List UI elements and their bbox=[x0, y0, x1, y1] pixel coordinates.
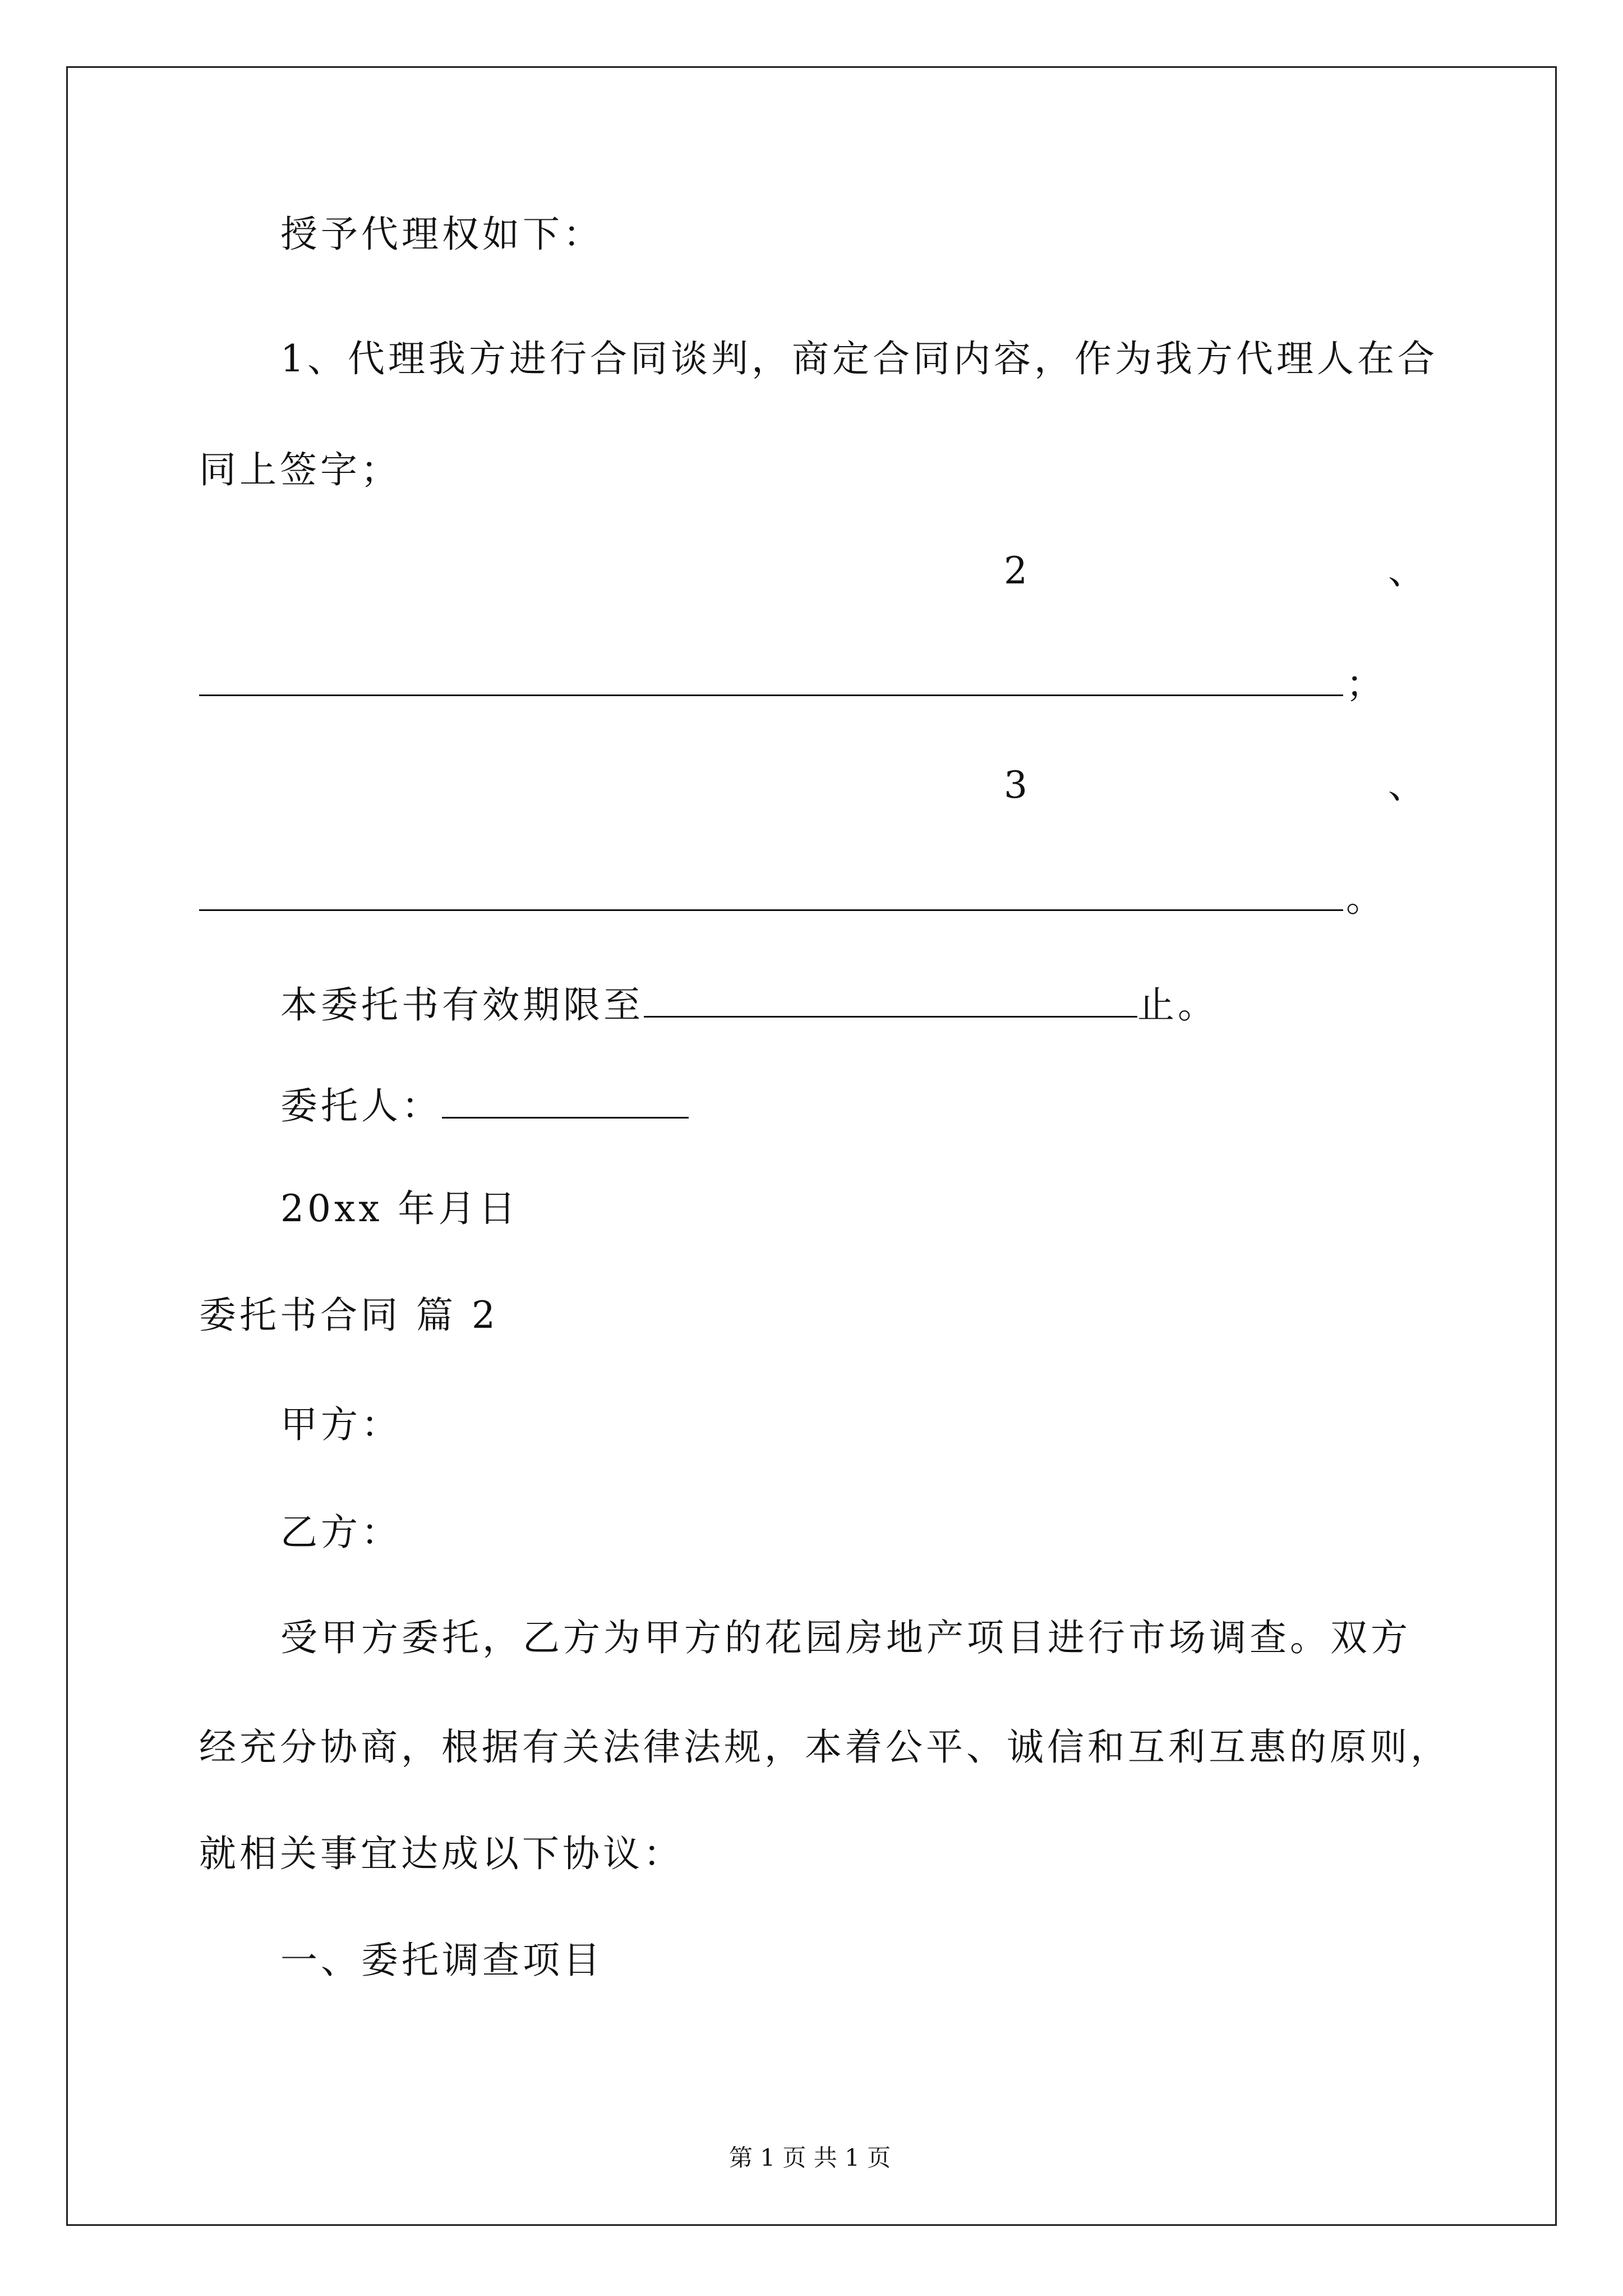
date-line: 20xx 年月日 bbox=[280, 1187, 519, 1230]
item3-end-punct: 。 bbox=[1346, 877, 1386, 920]
party-a-label: 甲方： bbox=[280, 1403, 402, 1446]
item1-line2: 同上签字； bbox=[199, 448, 401, 491]
paragraph-line-1: 受甲方委托，乙方为甲方的花园房地产项目进行市场调查。双方 bbox=[280, 1616, 1411, 1659]
page-footer: 第 1 页 共 1 页 bbox=[729, 2144, 891, 2171]
principal-signature-blank bbox=[442, 1080, 689, 1119]
item2-blank-line bbox=[199, 694, 1343, 696]
section-title: 委托书合同 篇 2 bbox=[199, 1294, 499, 1337]
validity-date-blank bbox=[644, 979, 1137, 1018]
page-border bbox=[66, 66, 1557, 2226]
paragraph-line-2: 经充分协商，根据有关法律法规，本着公平、诚信和互利互惠的原则， bbox=[199, 1726, 1451, 1769]
principal-line bbox=[280, 1080, 689, 1129]
grant-heading: 授予代理权如下： bbox=[280, 213, 603, 256]
validity-line bbox=[280, 979, 1218, 1028]
validity-suffix: 止。 bbox=[1137, 983, 1218, 1027]
item3-separator: 、 bbox=[1388, 763, 1428, 807]
validity-prefix: 本委托书有效期限至 bbox=[280, 983, 644, 1027]
item2-separator: 、 bbox=[1388, 549, 1428, 592]
item2-number: 2 bbox=[1004, 549, 1031, 592]
principal-label: 委托人： bbox=[280, 1084, 442, 1128]
item2-end-punct: ； bbox=[1346, 662, 1386, 706]
item3-blank-line bbox=[199, 909, 1343, 911]
party-b-label: 乙方： bbox=[280, 1511, 402, 1554]
paragraph-line-3: 就相关事宜达成以下协议： bbox=[199, 1832, 684, 1875]
item1-line1: 1、代理我方进行合同谈判，商定合同内容，作为我方代理人在合 bbox=[280, 337, 1438, 380]
clause-1-title: 一、委托调查项目 bbox=[280, 1939, 603, 1982]
item3-number: 3 bbox=[1004, 763, 1031, 807]
